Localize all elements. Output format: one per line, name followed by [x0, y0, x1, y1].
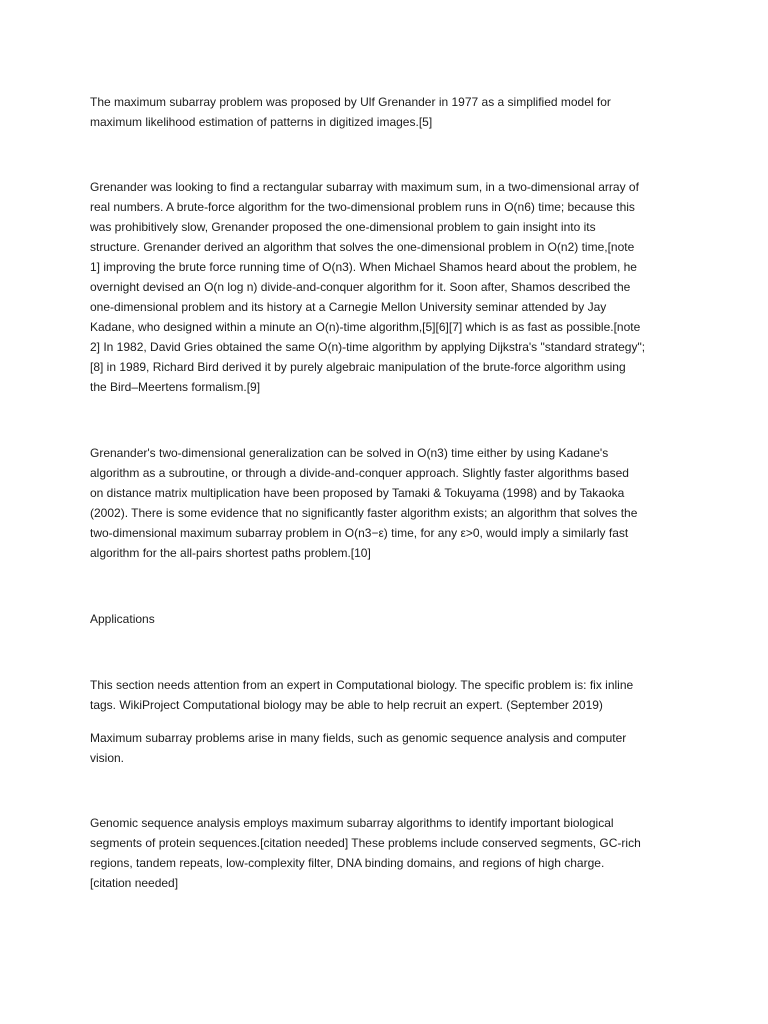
- applications-heading: [90, 609, 690, 629]
- paragraph-line: overnight devised an O(n log n) divide-and-conquer algorithm for it. Soon after, Shamos described the: [90, 280, 631, 294]
- paragraph-line: Kadane, who designed within a minute an O(n)-time algorithm,[5][6][7] which is as fast as possible.[note: [90, 320, 641, 334]
- paragraph-line: on distance matrix multiplication have been proposed by Tamaki & Tokuyama (1998) and by Takaoka: [90, 486, 625, 500]
- paragraph-line: Genomic sequence analysis employs maximum subarray algorithms to identify important biological: [90, 816, 614, 830]
- paragraph-line: Maximum subarray problems arise in many fields, such as genomic sequence analysis and computer: [90, 731, 627, 745]
- paragraph-line: [8] in 1989, Richard Bird derived it by purely algebraic manipulation of the brute-force algorithm using: [90, 360, 626, 374]
- paragraph-line: segments of protein sequences.[citation needed] These problems include conserved segments, GC-rich: [90, 836, 641, 850]
- generalization-paragraph: [90, 443, 690, 563]
- paragraph-line: algorithm as a subroutine, or through a divide-and-conquer approach. Slightly faster algorithms based: [90, 466, 629, 480]
- paragraph-line: regions, tandem repeats, low-complexity filter, DNA binding domains, and regions of high charge.: [90, 856, 605, 870]
- paragraph-line: was prohibitively slow, Grenander proposed the one-dimensional problem to gain insight into its: [90, 220, 596, 234]
- paragraph-line: tags. WikiProject Computational biology may be able to help recruit an expert. (September 2019): [90, 698, 603, 712]
- paragraph-line: the Bird–Meertens formalism.[9]: [90, 380, 261, 394]
- paragraph-line: [citation needed]: [90, 876, 179, 890]
- paragraph-line: one-dimensional problem and its history at a Carnegie Mellon University seminar attended by Jay: [90, 300, 607, 314]
- paragraph-line: The maximum subarray problem was proposed by Ulf Grenander in 1977 as a simplified model for: [90, 95, 611, 109]
- paragraph-line: maximum likelihood estimation of patterns in digitized images.[5]: [90, 115, 433, 129]
- intro-paragraph: [90, 92, 690, 132]
- paragraph-line: Grenander's two-dimensional generalization can be solved in O(n3) time either by using Kadane's: [90, 446, 609, 460]
- applications-intro-paragraph: [90, 728, 690, 768]
- genomics-paragraph: [90, 813, 690, 893]
- heading-text: Applications: [90, 612, 155, 626]
- history-paragraph: [90, 177, 690, 397]
- paragraph-line: real numbers. A brute-force algorithm for the two-dimensional problem runs in O(n6) time; because this: [90, 200, 635, 214]
- paragraph-line: structure. Grenander derived an algorithm that solves the one-dimensional problem in O(n2) time,[note: [90, 240, 635, 254]
- paragraph-line: Grenander was looking to find a rectangular subarray with maximum sum, in a two-dimensional array of: [90, 180, 639, 194]
- paragraph-line: This section needs attention from an expert in Computational biology. The specific problem is: fix inline: [90, 678, 634, 692]
- paragraph-line: algorithm for the all-pairs shortest paths problem.[10]: [90, 546, 371, 560]
- paragraph-line: vision.: [90, 751, 125, 765]
- paragraph-line: 2] In 1982, David Gries obtained the same O(n)-time algorithm by applying Dijkstra's "standard strategy";: [90, 340, 646, 354]
- paragraph-line: (2002). There is some evidence that no significantly faster algorithm exists; an algorithm that solves the: [90, 506, 638, 520]
- paragraph-line: 1] improving the brute force running time of O(n3). When Michael Shamos heard about the problem, he: [90, 260, 637, 274]
- expert-notice-paragraph: [90, 675, 690, 715]
- paragraph-line: two-dimensional maximum subarray problem in O(n3−ε) time, for any ε>0, would imply a similarly fast: [90, 526, 629, 540]
